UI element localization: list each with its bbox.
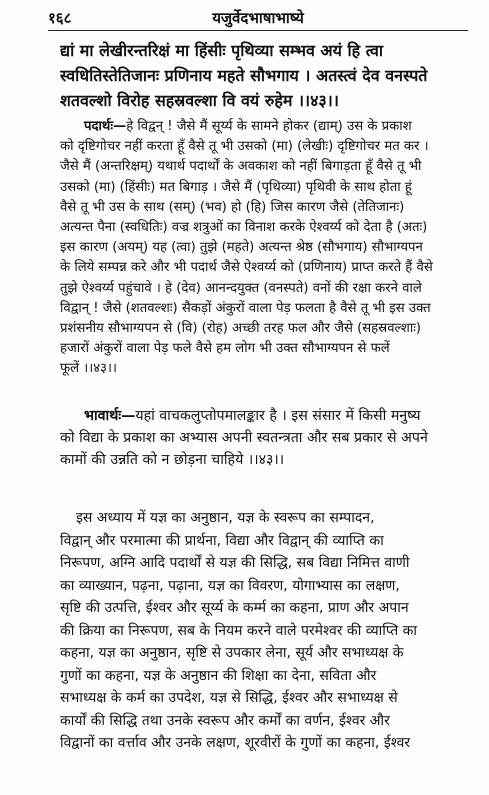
summary-line: इस अध्याय में यज्ञ का अनुष्ठान, यज्ञ के स्वरूप का सम्पादन, bbox=[76, 510, 375, 526]
padartha-first-line bbox=[60, 117, 470, 137]
padartha-line: उसको (मा) (हिंसीः) मत बिगाड़ । जैसे मैं (पृथिव्या) पृथिवी के साथ होता हूं bbox=[60, 179, 412, 195]
summary-line: सभाध्यक्ष के कर्म का उपदेश, यज्ञ से सिद्धि, ईश्वर और सभाध्यक्ष से bbox=[60, 690, 398, 706]
padartha-line: हजारों अंकुरों वाला पेड़ फले वैसे हम लोग भी उक्त सौभाग्यपन से फलें bbox=[60, 341, 390, 357]
padartha-line: फूलें ।।४३।। bbox=[60, 361, 118, 377]
padartha-line: इस कारण (अयम्) यह (त्वा) तुझे (महते) अत्यन्त श्रेष्ठ (सौभगाय) सौभाग्यपन bbox=[60, 240, 423, 256]
mantra-line: शतवल्शो विरोह सहस्रवल्शा वि वयं रुहेम ।।४३।। bbox=[60, 91, 339, 110]
padartha-line: प्रशंसनीय सौभाग्यपन से (वि) (रोह) अच्छी तरह फल और जैसे (सहस्रवल्शाः) bbox=[60, 321, 422, 337]
running-title: यजुर्वेदभाषाभाष्ये bbox=[212, 9, 304, 27]
padartha-line: जैसे मैं (अन्तरिक्षम्) यथार्थ पदार्थों के अवकाश को नहीं बिगाड़ता हूँ वैसे तू भी bbox=[60, 159, 422, 175]
padartha-line: तुझे ऐश्वर्य्य पहुंचावे । हे (देव) आनन्दयुक्त (वनस्पते) वनों की रक्षा करने वाले bbox=[60, 280, 422, 296]
chapter-summary bbox=[60, 507, 470, 755]
summary-line: का व्याख्यान, पढ़ना, पढ़ाना, यज्ञ का विवरण, योगाभ्यास का लक्षण, bbox=[60, 577, 400, 594]
summary-line: की क्रिया का निरूपण, सब के नियम करने वाले परमेश्वर की व्याप्ति का bbox=[60, 622, 418, 639]
summary-line: निरूपण, अग्नि आदि पदार्थों से यज्ञ की सिद्धि, सब विद्या निमित्त वाणी bbox=[60, 555, 410, 571]
bhavartha-paragraph bbox=[60, 405, 470, 471]
summary-line: कहना, यज्ञ का अनुष्ठान, सृष्टि से उपकार लेना, सूर्य और सभाध्यक्ष के bbox=[60, 645, 404, 661]
summary-line: गुणों का कहना, यज्ञ के अनुष्ठान की शिक्षा का देना, सविता और bbox=[60, 667, 377, 684]
summary-line: विद्वान् और परमात्मा की प्रार्थना, विद्या और विद्वान् की व्याप्ति का bbox=[60, 532, 384, 549]
bhavartha-line: यहां वाचकलुप्तोपमालङ्कार है । इस संसार में किसी मनुष्य bbox=[135, 408, 421, 424]
bhavartha-label: भावार्थः— bbox=[84, 408, 136, 424]
padartha-line: हे विद्वन् ! जैसे मैं सूर्य्य के सामने होकर (द्याम्) उस के प्रकाश bbox=[126, 119, 412, 134]
padartha-line: को दृष्टिगोचर नहीं करता हूँ वैसे तू भी उसको (मा) (लेखीः) दृष्टिगोचर मत कर । bbox=[60, 139, 429, 155]
padartha-line: के लिये सम्पन्न करे और भी पदार्थ जैसे ऐश्वर्य्य को (प्रणिनाय) प्राप्त करते हैं वैसे bbox=[60, 260, 433, 276]
bhavartha-first-line bbox=[60, 405, 470, 427]
mantra-line: द्यां मा लेखीरन्तरिक्षं मा हिंसीः पृथिव्या सम्भव अयं हि त्वा bbox=[60, 41, 383, 60]
bhavartha-line: को विद्या के प्रकाश का अभ्यास अपनी स्वतन्त्रता और सब प्रकार से अपने bbox=[60, 430, 428, 446]
page-header bbox=[48, 6, 468, 28]
bhavartha-line: कामों की उन्नति को न छोड़ना चाहिये ।।४३।। bbox=[60, 452, 285, 468]
padartha-line: वैसे तू भी उस के साथ (सम्) (भव) हो (हि) जिस कारण जैसे (तेतिजानः) bbox=[60, 199, 405, 215]
summary-line: सृष्टि की उत्पत्ति, ईश्वर और सूर्य्य के कर्म्म का कहना, प्राण और अपान bbox=[60, 600, 409, 616]
mantra-line: स्वधितिस्तेतिजानः प्रणिनाय महते सौभगाय । अतस्त्वं देव वनस्पते bbox=[60, 66, 428, 85]
padartha-paragraph bbox=[60, 117, 470, 380]
page-number: १६८ bbox=[48, 9, 72, 27]
summary-line: कार्यों की सिद्धि तथा उनके स्वरूप और कर्मों का वर्णन, ईश्वर और bbox=[60, 712, 390, 729]
padartha-line: अत्यन्त पैना (स्वधितिः) वज्र शत्रुओं का विनाश करके ऐश्वर्य्य को देता है (अतः) bbox=[60, 220, 428, 236]
summary-line: विद्वानों का वर्त्ताव और उनके लक्षण, शूरवीरों के गुणों का कहना, ईश्वर bbox=[60, 735, 411, 751]
padartha-line: विद्वान् ! जैसे (शतवल्शः) सैकड़ों अंकुरों वाला पेड़ फलता है वैसे तू भी इस उक्त bbox=[60, 300, 431, 316]
mantra-verse bbox=[60, 38, 470, 113]
header-rule bbox=[48, 30, 468, 31]
padartha-label: पदार्थः— bbox=[84, 119, 127, 134]
